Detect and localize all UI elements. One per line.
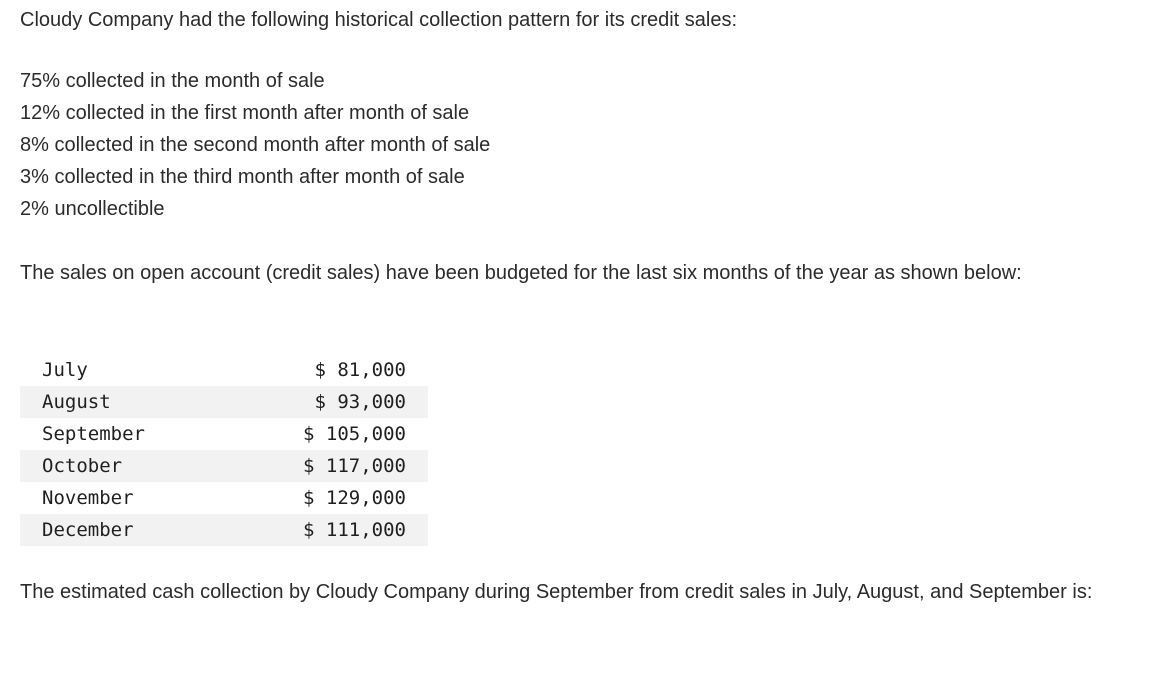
amount-cell: $ 105,000 <box>303 423 406 445</box>
amount-cell: $ 81,000 <box>314 359 406 381</box>
sales-intro-text: The sales on open account (credit sales) have been budgeted for the last six months of the year as shown below: <box>20 262 1022 284</box>
month-cell: October <box>20 450 242 482</box>
collection-pattern-item: 75% collected in the month of sale <box>20 70 325 92</box>
table-row <box>20 514 428 546</box>
month-cell: December <box>20 514 242 546</box>
amount-cell: $ 129,000 <box>303 487 406 509</box>
intro-text: Cloudy Company had the following historical collection pattern for its credit sales: <box>20 9 738 31</box>
month-cell: August <box>20 386 242 418</box>
month-cell: November <box>42 487 134 509</box>
table-row <box>20 482 428 514</box>
table-row <box>20 450 428 482</box>
question-text: The estimated cash collection by Cloudy Company during September from credit sales in July, August, and September is: <box>20 581 1093 603</box>
month-cell: September <box>42 423 145 445</box>
amount-cell: $ 111,000 <box>242 514 428 546</box>
collection-pattern-item: 2% uncollectible <box>20 198 165 220</box>
month-cell: July <box>42 359 88 381</box>
collection-pattern-list <box>20 65 490 225</box>
collection-pattern-item: 12% collected in the first month after month of sale <box>20 102 470 124</box>
amount-cell: $ 93,000 <box>242 386 428 418</box>
table-row <box>20 354 428 386</box>
table-row <box>20 386 428 418</box>
sales-budget-table <box>20 354 428 546</box>
collection-pattern-item: 8% collected in the second month after month of sale <box>20 134 491 156</box>
amount-cell: $ 117,000 <box>242 450 428 482</box>
collection-pattern-item: 3% collected in the third month after month of sale <box>20 166 465 188</box>
table-row <box>20 418 428 450</box>
